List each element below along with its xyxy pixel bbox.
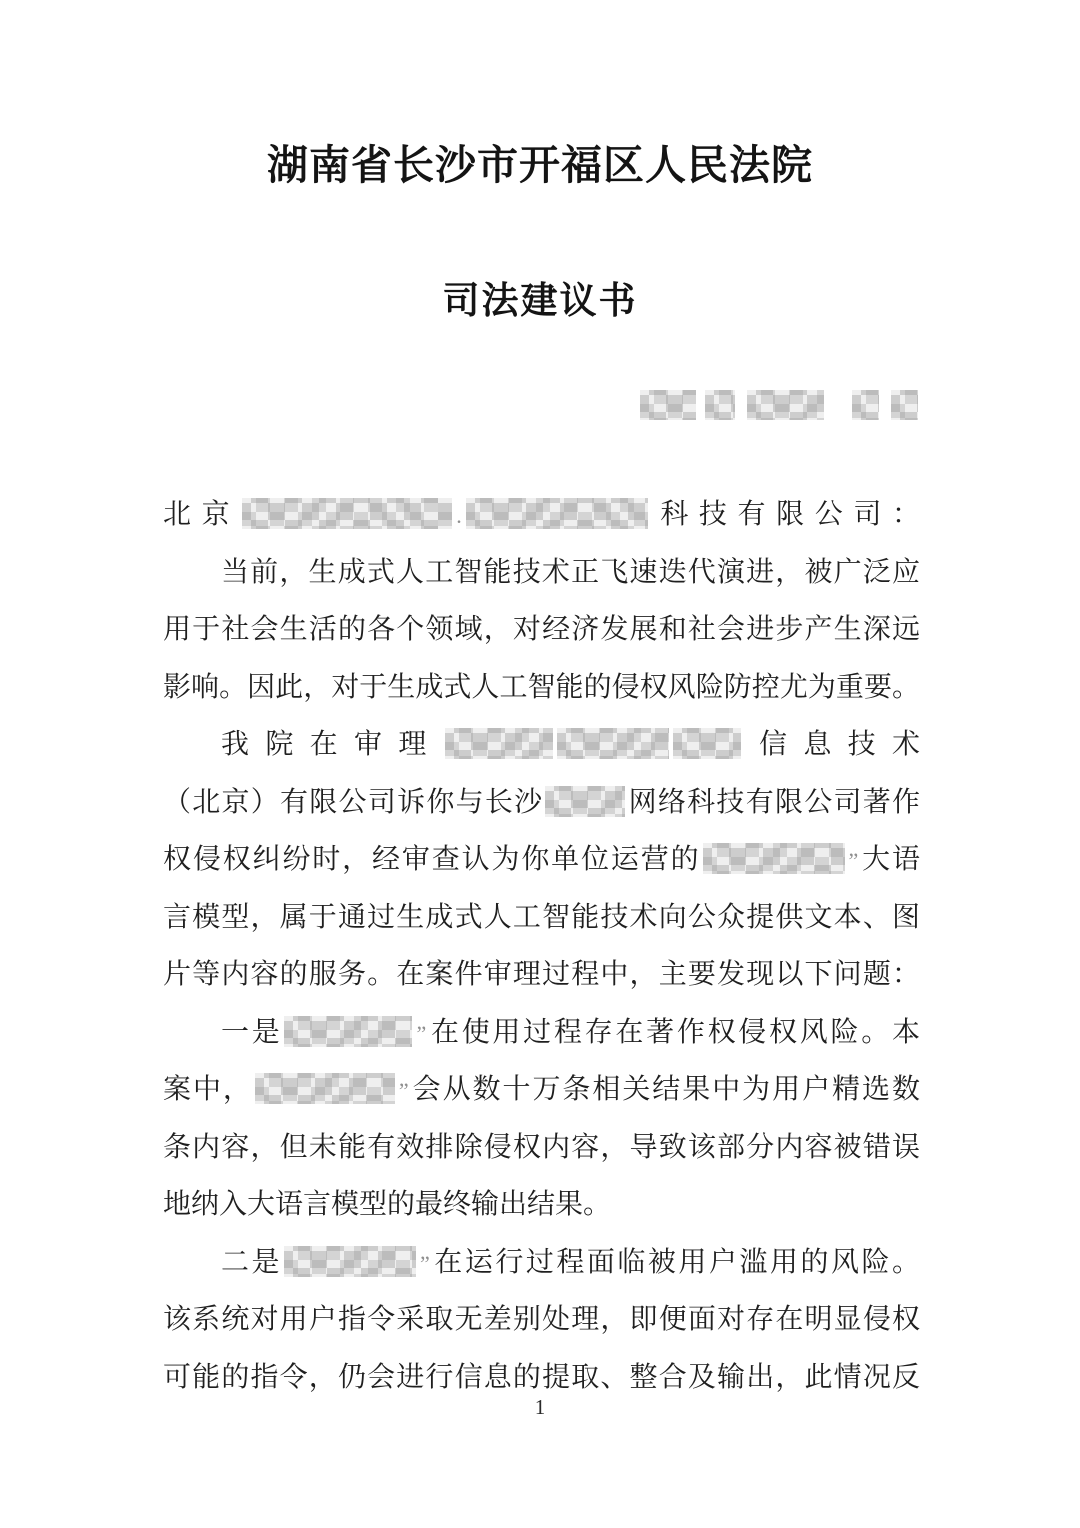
- document-line: [163, 716, 920, 774]
- document-line: [163, 544, 920, 602]
- redacted-text: [891, 390, 918, 420]
- doc-number-redacted: [638, 386, 920, 424]
- redacted-text: [640, 390, 696, 420]
- text-segment: 片等内容的服务。在案件审理过程中，主要发现以下问题：: [163, 959, 920, 990]
- redaction-artifact: ”: [420, 1250, 430, 1276]
- document-line: [163, 486, 920, 544]
- redacted-text: [445, 728, 553, 759]
- redacted-text: [703, 843, 845, 874]
- text-segment: 条内容，但未能有效排除侵权内容，导致该部分内容被错误: [163, 1131, 920, 1163]
- document-line: [163, 1234, 920, 1292]
- document-line: [163, 889, 920, 947]
- document-line: [163, 946, 920, 1004]
- redaction-artifact: ”: [398, 1078, 409, 1103]
- document-line: [163, 1176, 920, 1234]
- redacted-text: [466, 498, 648, 529]
- redacted-text: [852, 390, 879, 420]
- doc-body: [163, 486, 920, 1406]
- text-segment: 在运行过程面临被用户滥用的风险。: [431, 1246, 920, 1278]
- redacted-text: [747, 390, 824, 420]
- text-segment: 影响。因此，对于生成式人工智能的侵权风险防控尤为重要。: [163, 671, 920, 703]
- text-segment: 大语: [860, 844, 920, 875]
- text-segment: 信息技术: [742, 729, 920, 760]
- document-line: [163, 659, 920, 717]
- text-segment: 可能的指令，仍会进行信息的提取、整合及输出，此情况反: [163, 1361, 920, 1393]
- text-segment: 当前，生成式人工智能技术正飞速迭代演进，被广泛应: [221, 556, 920, 588]
- redacted-text: [705, 390, 735, 420]
- text-segment: 该系统对用户指令采取无差别处理，即便面对存在明显侵权: [163, 1304, 920, 1335]
- redaction-artifact: .: [456, 503, 462, 528]
- redacted-text: [242, 498, 452, 529]
- text-segment: 二是: [221, 1246, 283, 1278]
- text-segment: 科技有限公司：: [649, 499, 920, 530]
- text-segment: 案中，: [163, 1074, 253, 1105]
- court-name: 湖南省长沙市开福区人民法院: [267, 142, 813, 188]
- document-line: [163, 1004, 920, 1062]
- text-segment: 用于社会生活的各个领域，对经济发展和社会进步产生深远: [163, 614, 920, 645]
- text-segment: （北京）有限公司诉你与长沙: [163, 786, 544, 818]
- document-line: [163, 1291, 920, 1349]
- text-segment: 我院在审理: [221, 729, 443, 760]
- text-segment: 网络科技有限公司著作: [627, 786, 920, 818]
- redacted-text: [557, 728, 669, 759]
- text-segment: 北京: [163, 499, 241, 530]
- redacted-text: [284, 1016, 412, 1047]
- text-segment: 权侵权纠纷时，经审查认为你单位运营的: [163, 844, 701, 875]
- text-segment: 在使用过程存在著作权侵权风险。本: [428, 1016, 920, 1048]
- text-segment: 言模型，属于通过生成式人工智能技术向公众提供文本、图: [163, 901, 920, 933]
- redacted-text: [284, 1246, 416, 1277]
- document-line: [163, 774, 920, 832]
- redacted-text: [545, 786, 625, 817]
- redacted-text: [673, 728, 741, 759]
- document-line: [163, 1061, 920, 1119]
- text-segment: 地纳入大语言模型的最终输出结果。: [163, 1189, 612, 1220]
- document-line: [163, 1119, 920, 1177]
- document-line: [163, 601, 920, 659]
- redacted-text: [255, 1073, 395, 1104]
- doc-title: 司法建议书: [442, 281, 638, 322]
- document-line: [163, 831, 920, 889]
- page-number: 1: [534, 1395, 546, 1419]
- text-segment: 会从数十万条相关结果中为用户精选数: [410, 1074, 920, 1105]
- redaction-artifact: ”: [416, 1020, 427, 1046]
- redaction-artifact: ”: [848, 848, 859, 873]
- text-segment: 一是: [221, 1016, 283, 1048]
